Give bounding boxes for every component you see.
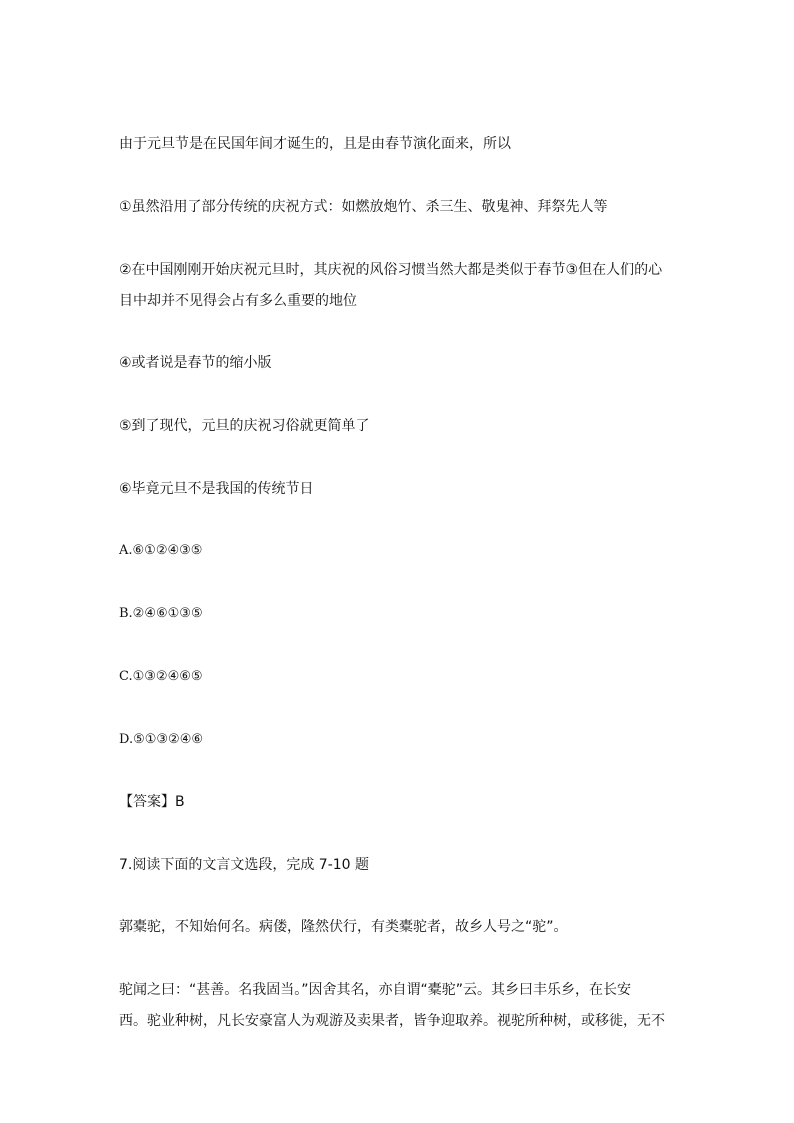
sentence-1: ①虽然沿用了部分传统的庆祝方式：如燃放炮竹、杀三生、敬鬼神、拜祭先人等 bbox=[119, 199, 608, 215]
option-d: D.⑤①③②④⑥ bbox=[119, 732, 204, 747]
sentence-5: ⑤到了现代，元旦的庆祝习俗就更简单了 bbox=[119, 418, 370, 434]
passage-line-1: 郭橐驼，不知始何名。病偻，隆然伏行，有类橐驼者，故乡人号之“驼”。 bbox=[119, 919, 568, 935]
sentence-4: ④或者说是春节的缩小版 bbox=[119, 355, 272, 371]
sentence-6: ⑥毕竟元旦不是我国的传统节日 bbox=[119, 481, 314, 497]
passage-line-2: 驼闻之曰：“甚善。名我固当。”因舍其名，亦自谓“橐驼”云。其乡曰丰乐乡，在长安 bbox=[119, 982, 632, 998]
option-c: C.①③②④⑥⑤ bbox=[119, 669, 203, 684]
passage-line-3: 西。驼业种树，凡长安豪富人为观游及卖果者，皆争迎取养。视驼所种树，或移徙，无不 bbox=[119, 1013, 665, 1029]
question-7-heading: 7.阅读下面的文言文选段，完成 7-10 题 bbox=[119, 857, 370, 873]
sentence-2-line-1: ②在中国刚刚开始庆祝元旦时，其庆祝的风俗习惯当然大都是类似于春节③但在人们的心 bbox=[119, 262, 663, 278]
sentence-2-line-2: 目中却并不见得会占有多么重要的地位 bbox=[119, 293, 357, 309]
intro-text: 由于元旦节是在民国年间才诞生的，且是由春节演化面来，所以 bbox=[119, 136, 511, 152]
option-b: B.②④⑥①③⑤ bbox=[119, 606, 203, 621]
option-a: A.⑥①②④③⑤ bbox=[119, 543, 203, 558]
answer-text: 【答案】B bbox=[119, 794, 185, 810]
